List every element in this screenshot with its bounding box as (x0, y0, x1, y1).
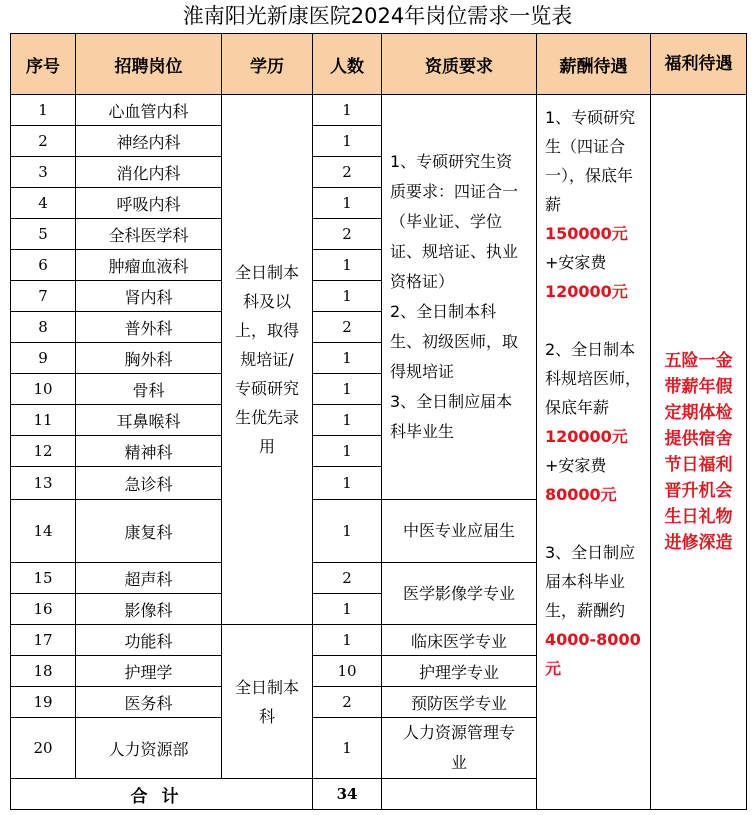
row-count: 1 (312, 187, 382, 219)
row-position: 超声科 (75, 562, 222, 594)
row-no: 20 (10, 717, 76, 779)
row-no: 4 (10, 187, 76, 219)
row-no: 14 (10, 499, 76, 563)
requirement-group-1: 1、专硕研究生资质要求：四证合一（毕业证、学位证、规培证、执业资格证） 2、全日制本科生、初级医师，取得规培证 3、全日制应届本科毕业生 (381, 94, 537, 500)
salary-3-text: 3、全日制应届本科毕业生，薪酬约 (545, 543, 636, 620)
salary-2-extra-amount: 80000元 (545, 485, 617, 504)
requirement-group-5: 护理学专业 (381, 655, 537, 687)
salary-column (536, 94, 651, 810)
header-position: 招聘岗位 (75, 33, 222, 95)
row-no: 10 (10, 373, 76, 405)
row-position: 消化内科 (75, 156, 222, 188)
requirement-group-4: 临床医学专业 (381, 624, 537, 656)
header-benefit: 福利待遇 (650, 33, 747, 95)
row-no: 18 (10, 655, 76, 687)
requirement-group-6: 预防医学专业 (381, 686, 537, 718)
row-position: 胸外科 (75, 342, 222, 374)
row-no: 3 (10, 156, 76, 188)
row-position: 心血管内科 (75, 94, 222, 126)
row-count: 2 (312, 562, 382, 594)
salary-1-extra: +安家费 (545, 253, 607, 272)
row-count: 1 (312, 499, 382, 563)
row-no: 2 (10, 125, 76, 157)
row-count: 1 (312, 435, 382, 467)
requirement-group-3: 医学影像学专业 (381, 562, 537, 625)
row-count: 1 (312, 94, 382, 126)
row-no: 5 (10, 218, 76, 250)
row-no: 1 (10, 94, 76, 126)
row-no: 17 (10, 624, 76, 656)
row-count: 1 (312, 342, 382, 374)
header-education: 学历 (221, 33, 313, 95)
salary-2-extra: +安家费 (545, 456, 607, 475)
row-count: 1 (312, 404, 382, 436)
education-group-1: 全日制本科及以上，取得规培证/专硕研究生优先录用 (221, 94, 313, 625)
row-count: 2 (312, 311, 382, 343)
row-position: 人力资源部 (75, 717, 222, 779)
row-count: 1 (312, 249, 382, 281)
row-count: 1 (312, 280, 382, 312)
row-position: 肿瘤血液科 (75, 249, 222, 281)
row-count: 2 (312, 686, 382, 718)
row-position: 功能科 (75, 624, 222, 656)
row-no: 12 (10, 435, 76, 467)
row-position: 医务科 (75, 686, 222, 718)
header-no: 序号 (10, 33, 76, 95)
row-no: 15 (10, 562, 76, 594)
row-position: 急诊科 (75, 466, 222, 500)
row-no: 19 (10, 686, 76, 718)
row-count: 1 (312, 125, 382, 157)
total-empty-cell (381, 778, 537, 810)
salary-3-amount: 4000-8000元 (545, 630, 641, 678)
row-count: 1 (312, 373, 382, 405)
row-count: 2 (312, 218, 382, 250)
row-position: 护理学 (75, 655, 222, 687)
salary-block-1 (545, 103, 642, 306)
salary-block-3 (545, 538, 642, 683)
salary-1-text: 1、专硕研究生（四证合一），保底年薪 (545, 108, 636, 214)
row-count: 2 (312, 156, 382, 188)
row-no: 9 (10, 342, 76, 374)
salary-2-text: 2、全日制本科规培医师，保底年薪 (545, 340, 642, 417)
row-position: 影像科 (75, 593, 222, 625)
requirement-group-2: 中医专业应届生 (381, 499, 537, 563)
header-requirement: 资质要求 (381, 33, 537, 95)
education-group-2: 全日制本科 (221, 624, 313, 779)
row-position: 普外科 (75, 311, 222, 343)
row-position: 精神科 (75, 435, 222, 467)
header-salary: 薪酬待遇 (536, 33, 651, 95)
row-position: 康复科 (75, 499, 222, 563)
row-no: 16 (10, 593, 76, 625)
row-position: 肾内科 (75, 280, 222, 312)
row-no: 8 (10, 311, 76, 343)
row-position: 耳鼻喉科 (75, 404, 222, 436)
row-position: 神经内科 (75, 125, 222, 157)
row-no: 13 (10, 466, 76, 500)
row-position: 骨科 (75, 373, 222, 405)
row-position: 呼吸内科 (75, 187, 222, 219)
total-value: 34 (312, 778, 382, 810)
row-no: 7 (10, 280, 76, 312)
row-count: 10 (312, 655, 382, 687)
salary-1-amount: 150000元 (545, 224, 628, 243)
benefit-column: 五险一金 带薪年假 定期体检 提供宿舍 节日福利 晋升机会 生日礼物 进修深造 (650, 94, 747, 810)
page-title: 淮南阳光新康医院2024年岗位需求一览表 (182, 4, 573, 28)
salary-2-amount: 120000元 (545, 427, 628, 446)
salary-1-extra-amount: 120000元 (545, 282, 628, 301)
row-no: 6 (10, 249, 76, 281)
row-count: 1 (312, 624, 382, 656)
row-no: 11 (10, 404, 76, 436)
row-count: 1 (312, 717, 382, 779)
requirement-group-7: 人力资源管理专业 (381, 717, 537, 779)
row-position: 全科医学科 (75, 218, 222, 250)
salary-block-2 (545, 335, 642, 509)
header-count: 人数 (312, 33, 382, 95)
row-count: 1 (312, 593, 382, 625)
total-label: 合计 (10, 778, 313, 810)
row-count: 1 (312, 466, 382, 500)
